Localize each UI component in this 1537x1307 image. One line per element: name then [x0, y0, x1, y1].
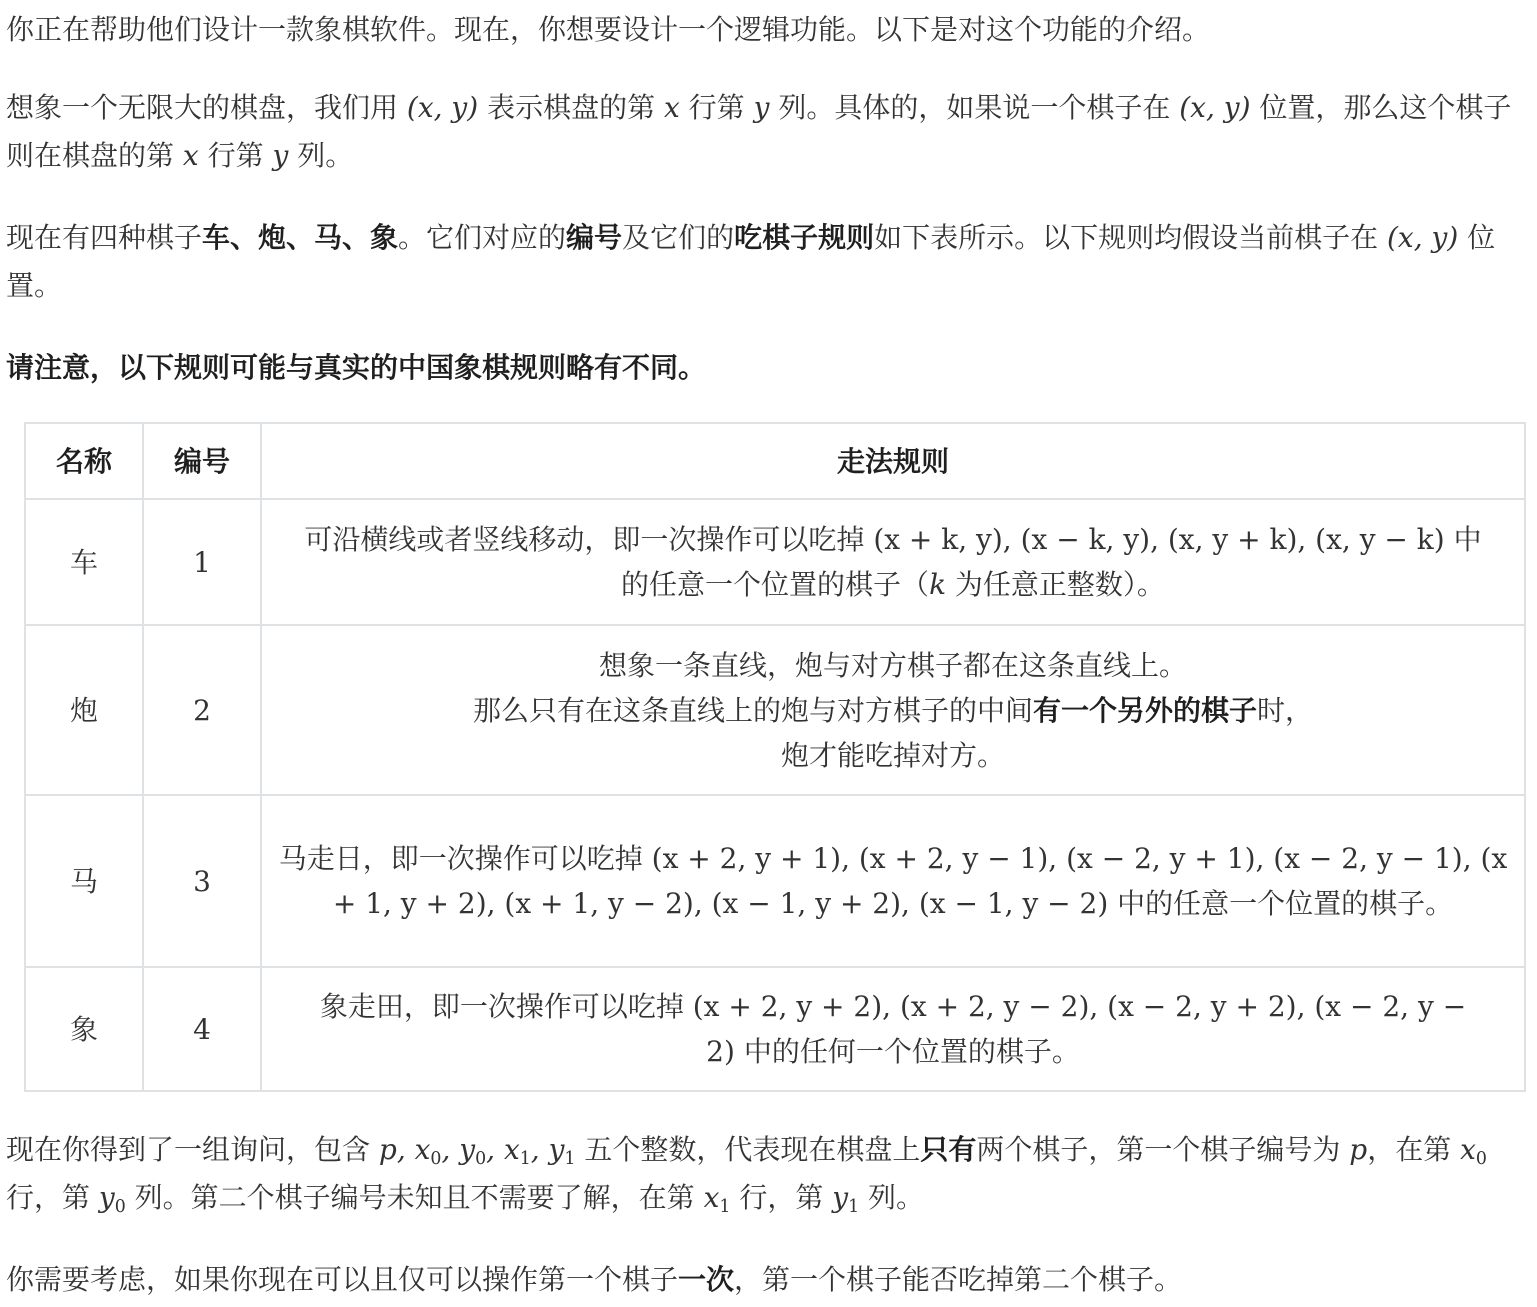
piece-id: 2	[143, 625, 261, 795]
table-row-elephant	[25, 967, 1525, 1091]
piece-id: 3	[143, 795, 261, 967]
board-coordinate-paragraph: 想象一个无限大的棋盘，我们用 (x, y) 表示棋盘的第 x 行第 y 列。具体的，如果说一个棋子在 (x, y) 位置，那么这个棋子则在棋盘的第 x 行第 y 列。	[6, 91, 1512, 172]
piece-name: 炮	[25, 625, 143, 795]
header-id: 编号	[143, 423, 261, 499]
piece-name: 象	[25, 967, 143, 1091]
table-row-chariot	[25, 499, 1525, 625]
piece-id: 4	[143, 967, 261, 1091]
query-paragraph: 现在你得到了一组询问，包含 p, $x_0$, $y_0$, $x_1$, $y_1$ 五个整数，代表现在棋盘上只有两个棋子，第一个棋子编号为 p，在第 $x_0$ 行，第 $y_0$ 列。第二个棋子编号未知且不需要了解，在第 $x_1$ 行，第 $y_1$ 列。	[6, 1133, 1487, 1218]
intro-paragraph: 你正在帮助他们设计一款象棋软件。现在，你想要设计一个逻辑功能。以下是对这个功能的介绍。	[6, 13, 1211, 46]
piece-id: 1	[143, 499, 261, 625]
piece-rule: 可沿横线或者竖线移动，即一次操作可以吃掉 (x + k, y), (x − k, y), (x, y + k), (x, y − k) 中的任意一个位置的棋子（k 为任意正整数）。	[261, 499, 1525, 625]
piece-rule: 想象一条直线，炮与对方棋子都在这条直线上。 那么只有在这条直线上的炮与对方棋子的中间有一个另外的棋子时， 炮才能吃掉对方。	[261, 625, 1525, 795]
piece-rule: 象走田，即一次操作可以吃掉 (x + 2, y + 2), (x + 2, y − 2), (x − 2, y + 2), (x − 2, y − 2) 中的任何一个位置的棋子。	[261, 967, 1525, 1091]
header-name: 名称	[25, 423, 143, 499]
piece-rules-table	[24, 422, 1526, 1092]
piece-name: 车	[25, 499, 143, 625]
header-rule: 走法规则	[261, 423, 1525, 499]
table-header-row	[25, 423, 1525, 499]
table-row-cannon	[25, 625, 1525, 795]
piece-name: 马	[25, 795, 143, 967]
rules-note: 请注意，以下规则可能与真实的中国象棋规则略有不同。	[6, 351, 707, 384]
table-row-horse	[25, 795, 1525, 967]
piece-rule: 马走日，即一次操作可以吃掉 (x + 2, y + 1), (x + 2, y − 1), (x − 2, y + 1), (x − 2, y − 1), (x + 1, y + 2), (x + 1, y − 2), (x − 1, y + 2), (x − 1, y − 2) 中的任意一个位置的棋子。	[261, 795, 1525, 967]
pieces-intro-paragraph: 现在有四种棋子车、炮、马、象。它们对应的编号及它们的吃棋子规则如下表所示。以下规则均假设当前棋子在 (x, y) 位置。	[6, 221, 1496, 302]
task-paragraph: 你需要考虑，如果你现在可以且仅可以操作第一个棋子一次，第一个棋子能否吃掉第二个棋子。	[6, 1263, 1183, 1296]
